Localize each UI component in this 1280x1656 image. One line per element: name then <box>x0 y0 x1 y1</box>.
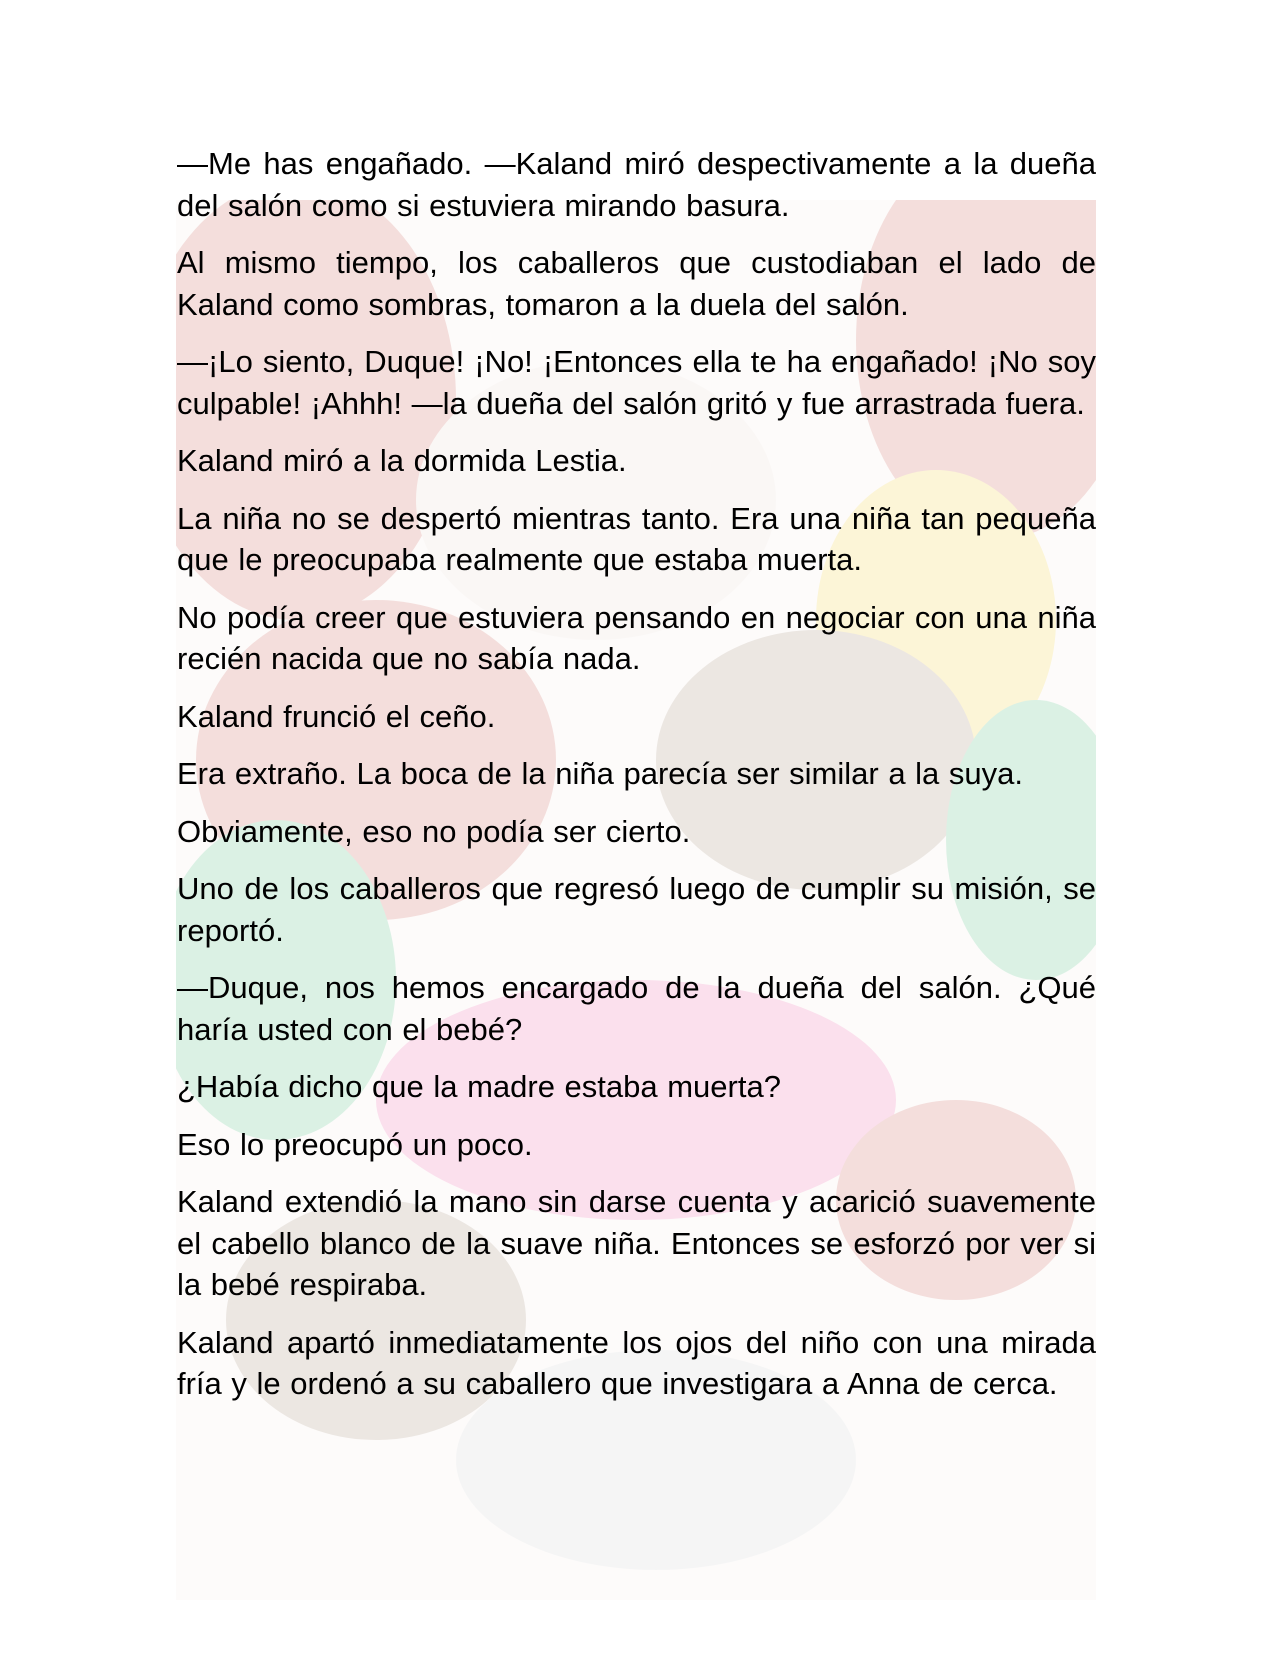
paragraph: —Duque, nos hemos encargado de la dueña del salón. ¿Qué haría usted con el bebé? <box>177 970 1096 1047</box>
paragraph: Uno de los caballeros que regresó luego de cumplir su misión, se reportó. <box>177 871 1096 948</box>
paragraph: Eso lo preocupó un poco. <box>177 1126 533 1162</box>
paragraph: Obviamente, eso no podía ser cierto. <box>177 813 691 849</box>
paragraph: Kaland frunció el ceño. <box>177 698 496 734</box>
paragraph: —Me has engañado. —Kaland miró despectivamente a la dueña del salón como si estuviera mirando basura. <box>177 146 1096 223</box>
paragraph: Kaland extendió la mano sin darse cuenta y acarició suavemente el cabello blanco de la suave niña. Entonces se esforzó por ver si la bebé respiraba. <box>177 1184 1096 1302</box>
paragraph: No podía creer que estuviera pensando en negociar con una niña recién nacida que no sabía nada. <box>177 599 1096 676</box>
paragraph: Era extraño. La boca de la niña parecía ser similar a la suya. <box>177 756 1024 791</box>
paragraph: Al mismo tiempo, los caballeros que custodiaban el lado de Kaland como sombras, tomaron a la duela del salón. <box>177 245 1096 322</box>
paragraph: ¿Había dicho que la madre estaba muerta? <box>177 1069 781 1104</box>
paragraph: La niña no se despertó mientras tanto. Era una niña tan pequeña que le preocupaba realmente que estaba muerta. <box>177 500 1096 577</box>
paragraph: —¡Lo siento, Duque! ¡No! ¡Entonces ella te ha engañado! ¡No soy culpable! ¡Ahhh! —la dueña del salón gritó y fue arrastrada fuera. <box>177 344 1096 421</box>
paragraph: Kaland miró a la dormida Lestia. <box>177 443 627 478</box>
document-body <box>177 143 1096 1421</box>
paragraph: Kaland apartó inmediatamente los ojos del niño con una mirada fría y le ordenó a su caballero que investigara a Anna de cerca. <box>177 1324 1096 1401</box>
